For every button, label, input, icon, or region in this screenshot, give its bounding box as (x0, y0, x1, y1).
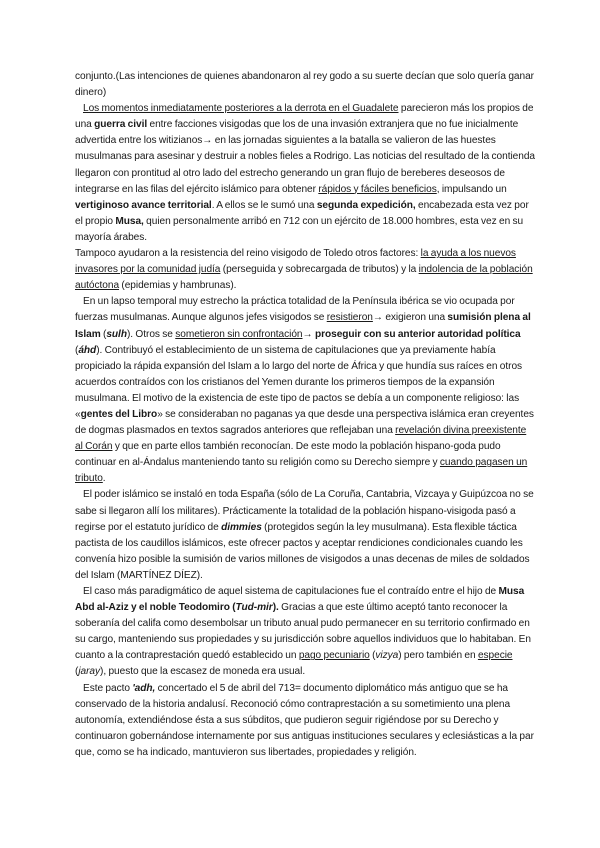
underlined-text: la ayuda a los nuevos invasores por la comunidad judía (75, 248, 516, 276)
emphasized-text: 'adh, (132, 682, 156, 694)
text-run: Tampoco ayudaron a la resistencia del reino visigodo de Toledo otros factores: (75, 248, 421, 260)
paragraph (75, 681, 536, 761)
text-run: (epidemias y hambrunas). (119, 280, 237, 292)
emphasized-text: sulh (106, 328, 127, 340)
text-run: . A ellos se le sumó una (211, 199, 317, 211)
text-run: En un lapso temporal muy estrecho la práctica totalidad de la Península ibérica se vio ocupada por fuerzas musulmanas. Aunque algunos jefes visigodos se (75, 296, 515, 324)
emphasized-text: vizya (375, 650, 399, 662)
text-run: ) pero también en (398, 650, 478, 662)
text-run: El poder islámico se instaló en toda España (sólo de La Coruña, Cantabria, Vizcaya y Guipúzcoa no se sabe si llegaron allí los militares). Prácticamente la totalidad de la población hispano-visigoda pasó a regirse por el estatuto jurídico de (75, 489, 534, 533)
emphasized-text: vertiginoso avance territorial (75, 199, 212, 211)
text-run: ). Contribuyó el establecimiento de un sistema de capitulaciones que ya previamente había propiciado la rápida expansión del Islam a lo largo del norte de África y que hundía sus raíces en otros acuerdos contraídos con los cristianos del Yemen durante los primeros tiempos de la expansión musulmana. El motivo de la existencia de este tipo de pactos se debía a un componente religioso: las « (75, 344, 523, 420)
text-run: encabezada esta vez por el propio (75, 199, 529, 227)
text-run: → (302, 328, 315, 340)
text-run: entre facciones visigodas que los de una invasión extranjera que no fue inicialmente advertida entre los witizianos→ en las jornadas siguientes a la batalla se valieron de las huestes musulmanas para asesinar y destruir a nobles fieles a Rodrigo. Las noticias del resultado de la contienda llegaron con prontitud al otro lado del estrecho generando un gran flujo de bereberes deseosos de integrarse en las filas del ejército islámico para obtener (75, 119, 535, 195)
emphasized-text: Musa, (115, 215, 144, 227)
underlined-text: resistieron (326, 312, 373, 324)
text-run: , impulsando un (436, 183, 507, 195)
underlined-text: rápidos y fáciles beneficios (318, 183, 437, 195)
text-run: ( (100, 328, 107, 340)
text-run: conjunto.(Las intenciones de quienes abandonaron al rey godo a su suerte decían que solo quería ganar dinero) (75, 71, 534, 99)
emphasized-text: dimmies (221, 521, 262, 533)
text-run: → exigieron una (372, 312, 448, 324)
text-run: . (102, 473, 106, 485)
text-run: » se consideraban no paganas ya que desde una perspectiva islámica eran creyentes de dogmas plasmados en textos sagrados anteriores que reflejaban una (75, 408, 534, 437)
document-body (75, 69, 536, 761)
emphasized-text: Musa Abd al-Aziz y el noble Teodomiro ( (75, 586, 525, 614)
paragraph (75, 69, 536, 101)
underlined-text: indolencia de la población autóctona (75, 264, 533, 292)
underlined-text: especie (477, 650, 513, 662)
text-run: parecieron más los propios de una (75, 103, 534, 131)
text-run: quien personalmente arribó en 712 con un ejército de 18.000 hombres, esta vez en su mayoría árabes. (75, 215, 524, 243)
emphasized-text: ). (272, 602, 279, 614)
underlined-text: sometieron sin confrontación (175, 328, 303, 340)
emphasized-text: segunda expedición, (316, 199, 416, 211)
text-run: y que en parte ellos también reconocían. De este modo la población hispano-goda pudo continuar en al-Ándalus manteniendo tanto su religión como su Derecho siempre y (75, 441, 501, 469)
emphasized-text: guerra civil (94, 119, 148, 131)
underlined-text: Los momentos inmediatamente posteriores a la derrota en el Guadalete (83, 103, 399, 115)
underlined-text: pago pecuniario (298, 650, 370, 662)
text-run: concertado el 5 de abril del 713= documento diplomático más antiguo que se ha conservado de la historia andalusí. Reconoció cómo contraprestación a su sometimiento una plena autonomía, extendiéndose ésta a sus súbditos, que pudieron seguir rigiéndose por su Derecho y continuaron gobernándose internamente por sus antiguas instituciones seculares y eclesiásticas a la par que, como se ha indicado, mantuvieron sus libertades, propiedades y religión. (75, 682, 534, 758)
paragraph (75, 101, 536, 246)
paragraph (75, 487, 536, 584)
text-run: Este pacto (83, 682, 133, 694)
text-run: ), puesto que la escasez de moneda era usual. (100, 666, 306, 678)
text-run: (perseguida y sobrecargada de tributos) y la (220, 264, 419, 276)
emphasized-text: Tud-mir (235, 602, 273, 614)
paragraph (75, 584, 536, 681)
paragraph (75, 246, 536, 294)
emphasized-text: proseguir con su anterior autoridad política (314, 328, 521, 340)
text-run: (protegidos según la ley musulmana). Esta flexible táctica pactista de los caudillos islámicos, este ofrecer pactos y aceptar rendiciones condicionales cuando les convenía hizo posible la sumisión de varios millones de visigodos a unas decenas de miles de soldados del Islam (MARTÍNEZ DÍEZ). (75, 521, 530, 581)
emphasized-text: jaray (78, 666, 101, 678)
text-run: ( (75, 666, 79, 678)
paragraph (75, 294, 536, 487)
emphasized-text: gentes del Libro (80, 408, 158, 420)
text-run: El caso más paradigmático de aquel sistema de capitulaciones fue el contraído entre el hijo de (83, 586, 499, 597)
text-run: Gracias a que este último aceptó tanto reconocer la soberanía del califa como desembolsar un tributo anual pudo permanecer en su territorio confirmado en su cargo, manteniendo sus propiedades y su jurisdicción sobre aquellos individuos que lo habitaban. En cuanto a la contraprestación quedó establecido un (75, 602, 531, 662)
underlined-text: cuando pagasen un tributo (75, 457, 528, 485)
underlined-text: revelación divina preexistente al Corán (75, 425, 527, 453)
emphasized-text: sumisión plena al Islam (75, 312, 531, 340)
emphasized-text: áhd (78, 344, 97, 356)
text-run: ( (75, 344, 79, 356)
text-run: ( (369, 650, 376, 662)
text-run: ). Otros se (126, 328, 176, 340)
